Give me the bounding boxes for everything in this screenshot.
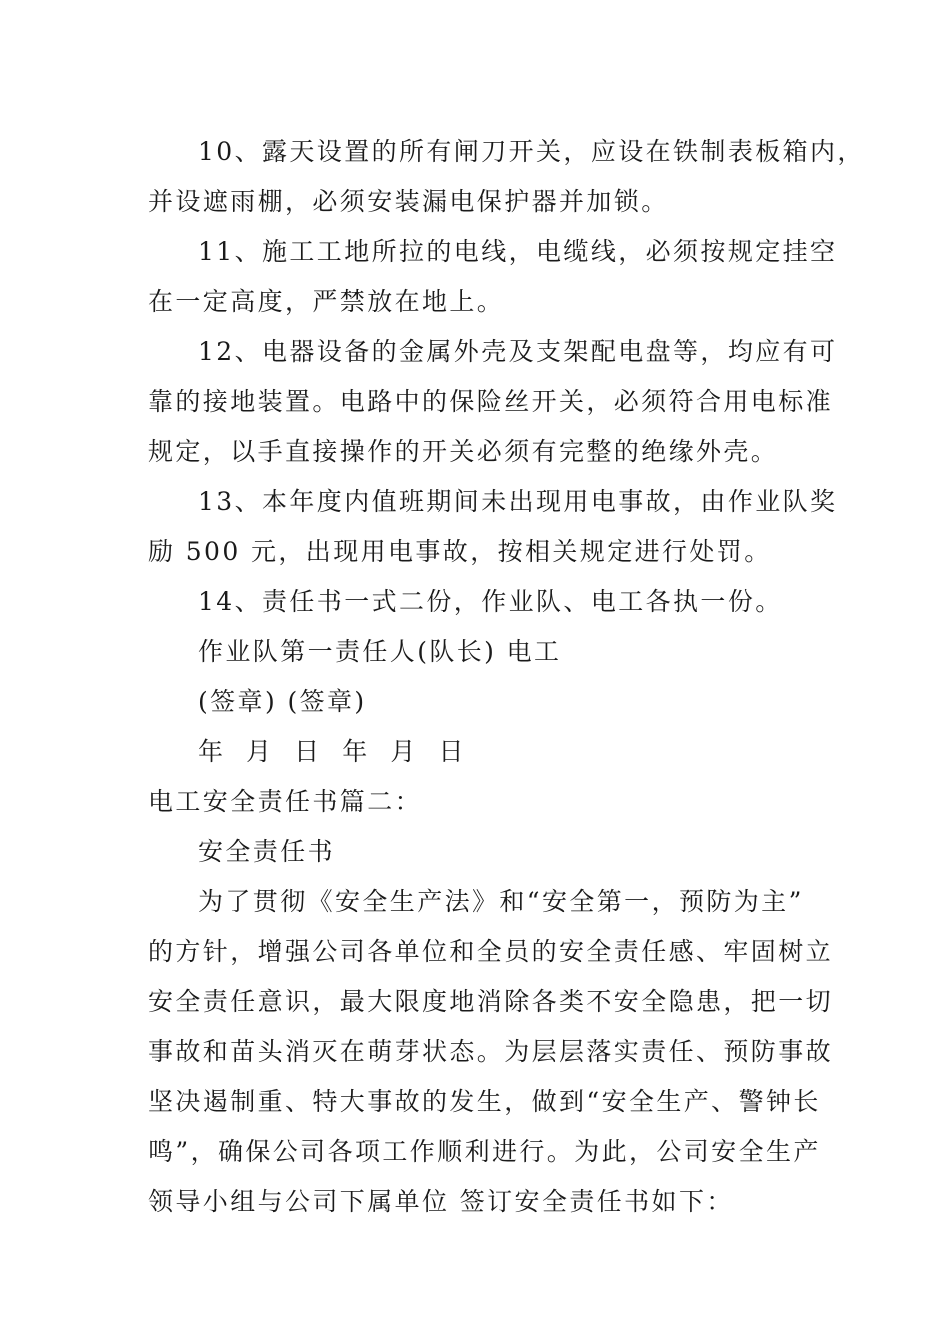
document-title: 安全责任书 <box>198 837 336 866</box>
paragraph-line: 靠的接地装置。电路中的保险丝开关，必须符合用电标准 <box>148 387 834 416</box>
paragraph-line: 14、责任书一式二份，作业队、电工各执一份。 <box>198 587 783 616</box>
paragraph-line: 10、露天设置的所有闸刀开关，应设在铁制表板箱内， <box>198 137 865 166</box>
paragraph-line: 12、电器设备的金属外壳及支架配电盘等，均应有可 <box>198 337 838 366</box>
paragraph-line: 13、本年度内值班期间未出现用电事故，由作业队奖 <box>198 487 838 516</box>
paragraph-line: 事故和苗头消灭在萌芽状态。为层层落实责任、预防事故 <box>148 1037 834 1066</box>
paragraph-line: 的方针，增强公司各单位和全员的安全责任感、牢固树立 <box>148 937 834 966</box>
paragraph-line: 安全责任意识，最大限度地消除各类不安全隐患，把一切 <box>148 987 834 1016</box>
paragraph-line: 在一定高度，严禁放在地上。 <box>148 287 505 316</box>
paragraph-line: 坚决遏制重、特大事故的发生，做到“安全生产、警钟长 <box>148 1087 821 1116</box>
paragraph-line: 为了贯彻《安全生产法》和“安全第一，预防为主” <box>198 887 804 916</box>
seal-label-line: (签章) (签章) <box>198 687 367 716</box>
paragraph-line: 并设遮雨棚，必须安装漏电保护器并加锁。 <box>148 187 669 216</box>
date-line: 年 月 日 年 月 日 <box>198 737 466 766</box>
section-heading: 电工安全责任书篇二： <box>148 787 423 816</box>
paragraph-line: 鸣”，确保公司各项工作顺利进行。为此，公司安全生产 <box>148 1137 821 1166</box>
paragraph-line: 领导小组与公司下属单位 签订安全责任书如下： <box>148 1187 734 1216</box>
signature-label-line: 作业队第一责任人(队长) 电工 <box>198 637 562 666</box>
paragraph-line: 励 500 元，出现用电事故，按相关规定进行处罚。 <box>148 537 772 566</box>
paragraph-line: 11、施工工地所拉的电线，电缆线，必须按规定挂空 <box>198 237 838 266</box>
paragraph-line: 规定，以手直接操作的开关必须有完整的绝缘外壳。 <box>148 437 779 466</box>
